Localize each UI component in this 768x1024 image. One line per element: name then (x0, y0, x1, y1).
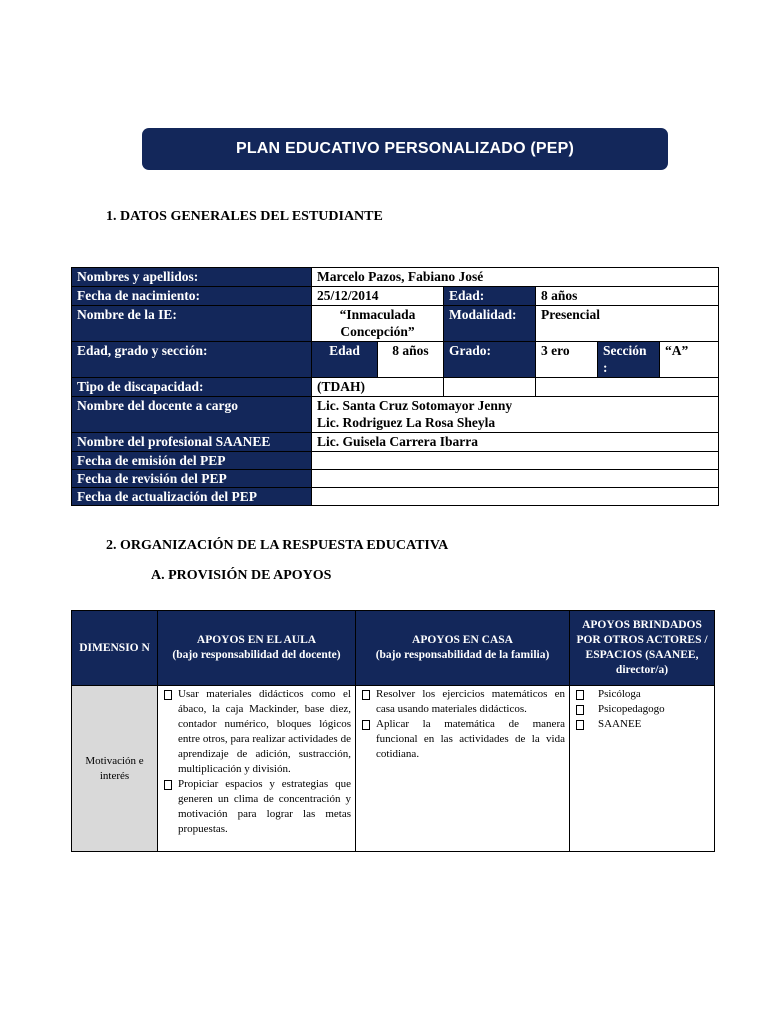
nombres-label: Nombres y apellidos: (72, 268, 312, 287)
egs-edad-value: 8 años (378, 342, 444, 378)
dimension-cell: Motivación e interés (72, 686, 158, 852)
edad-value: 8 años (536, 287, 719, 306)
aula-item-2: Propiciar espacios y estrategias que generen un clima de concentración y motivación para lograr las metas propuestas. (178, 778, 351, 835)
docente-value (312, 397, 719, 433)
nombres-value: Marcelo Pazos, Fabiano José (312, 268, 719, 287)
header-aula (158, 611, 356, 686)
fecha-emision-value (312, 452, 719, 470)
header-casa-title: APOYOS EN CASA (412, 634, 513, 646)
empty-cell (444, 378, 536, 397)
supports-table (71, 610, 715, 852)
discapacidad-value: (TDAH) (312, 378, 444, 397)
fecha-revision-value (312, 470, 719, 488)
fecha-actualizacion-label: Fecha de actualización del PEP (72, 488, 312, 506)
empty-cell (536, 378, 719, 397)
discapacidad-label: Tipo de discapacidad: (72, 378, 312, 397)
ie-label: Nombre de la IE: (72, 306, 312, 342)
fecha-revision-label: Fecha de revisión del PEP (72, 470, 312, 488)
docente-value-1: Lic. Santa Cruz Sotomayor Jenny (317, 398, 513, 413)
otros-item-3: SAANEE (598, 718, 642, 730)
checkbox-icon (164, 780, 172, 790)
saanee-value: Lic. Guisela Carrera Ibarra (312, 433, 719, 452)
checkbox-icon (576, 720, 584, 730)
otros-cell (570, 686, 715, 852)
docente-label: Nombre del docente a cargo (72, 397, 312, 433)
checkbox-icon (164, 690, 172, 700)
header-aula-subtitle: (bajo responsabilidad del docente) (172, 649, 341, 661)
section-2-heading: 2. ORGANIZACIÓN DE LA RESPUESTA EDUCATIVA (106, 538, 449, 553)
fecha-nacimiento-value: 25/12/2014 (312, 287, 444, 306)
list-item (574, 687, 710, 702)
list-item (162, 777, 351, 837)
list-item (574, 717, 710, 732)
header-dimension: DIMENSIO N (72, 611, 158, 686)
edad-grado-seccion-label: Edad, grado y sección: (72, 342, 312, 378)
header-casa (356, 611, 570, 686)
otros-item-1: Psicóloga (598, 688, 641, 700)
fecha-actualizacion-value (312, 488, 719, 506)
ie-value: “Inmaculada Concepción” (312, 306, 444, 342)
page-title: PLAN EDUCATIVO PERSONALIZADO (PEP) (142, 128, 668, 170)
list-item (162, 687, 351, 777)
list-item (574, 702, 710, 717)
saanee-label: Nombre del profesional SAANEE (72, 433, 312, 452)
edad-label: Edad: (444, 287, 536, 306)
casa-item-2: Aplicar la matemática de manera funcional en las actividades de la vida cotidiana. (376, 718, 565, 760)
modalidad-value: Presencial (536, 306, 719, 342)
docente-value-2: Lic. Rodriguez La Rosa Sheyla (317, 415, 496, 430)
header-casa-subtitle: (bajo responsabilidad de la familia) (375, 649, 550, 661)
otros-item-2: Psicopedagogo (598, 703, 665, 715)
list-item (360, 717, 565, 762)
fecha-emision-label: Fecha de emisión del PEP (72, 452, 312, 470)
header-otros: APOYOS BRINDADOS POR OTROS ACTORES / ESPACIOS (SAANEE, director/a) (570, 611, 715, 686)
aula-item-1: Usar materiales didácticos como el ábaco, la caja Mackinder, base diez, contador numérico, bloques lógicos entre otros, para realizar actividades de aprendizaje de adición, sustracción, multiplicación y división. (178, 688, 351, 775)
header-aula-title: APOYOS EN EL AULA (196, 634, 317, 646)
aula-cell (158, 686, 356, 852)
seccion-label: Sección : (598, 342, 660, 378)
seccion-value: “A” (660, 342, 719, 378)
fecha-nacimiento-label: Fecha de nacimiento: (72, 287, 312, 306)
grado-label: Grado: (444, 342, 536, 378)
checkbox-icon (362, 690, 370, 700)
checkbox-icon (576, 690, 584, 700)
section-2a-heading: A. PROVISIÓN DE APOYOS (151, 568, 332, 583)
casa-cell (356, 686, 570, 852)
student-data-table (71, 267, 719, 506)
egs-edad-label: Edad (312, 342, 378, 378)
casa-item-1: Resolver los ejercicios matemáticos en casa usando materiales didácticos. (376, 688, 565, 715)
checkbox-icon (576, 705, 584, 715)
checkbox-icon (362, 720, 370, 730)
grado-value: 3 ero (536, 342, 598, 378)
list-item (360, 687, 565, 717)
modalidad-label: Modalidad: (444, 306, 536, 342)
section-1-heading: 1. DATOS GENERALES DEL ESTUDIANTE (106, 209, 383, 224)
